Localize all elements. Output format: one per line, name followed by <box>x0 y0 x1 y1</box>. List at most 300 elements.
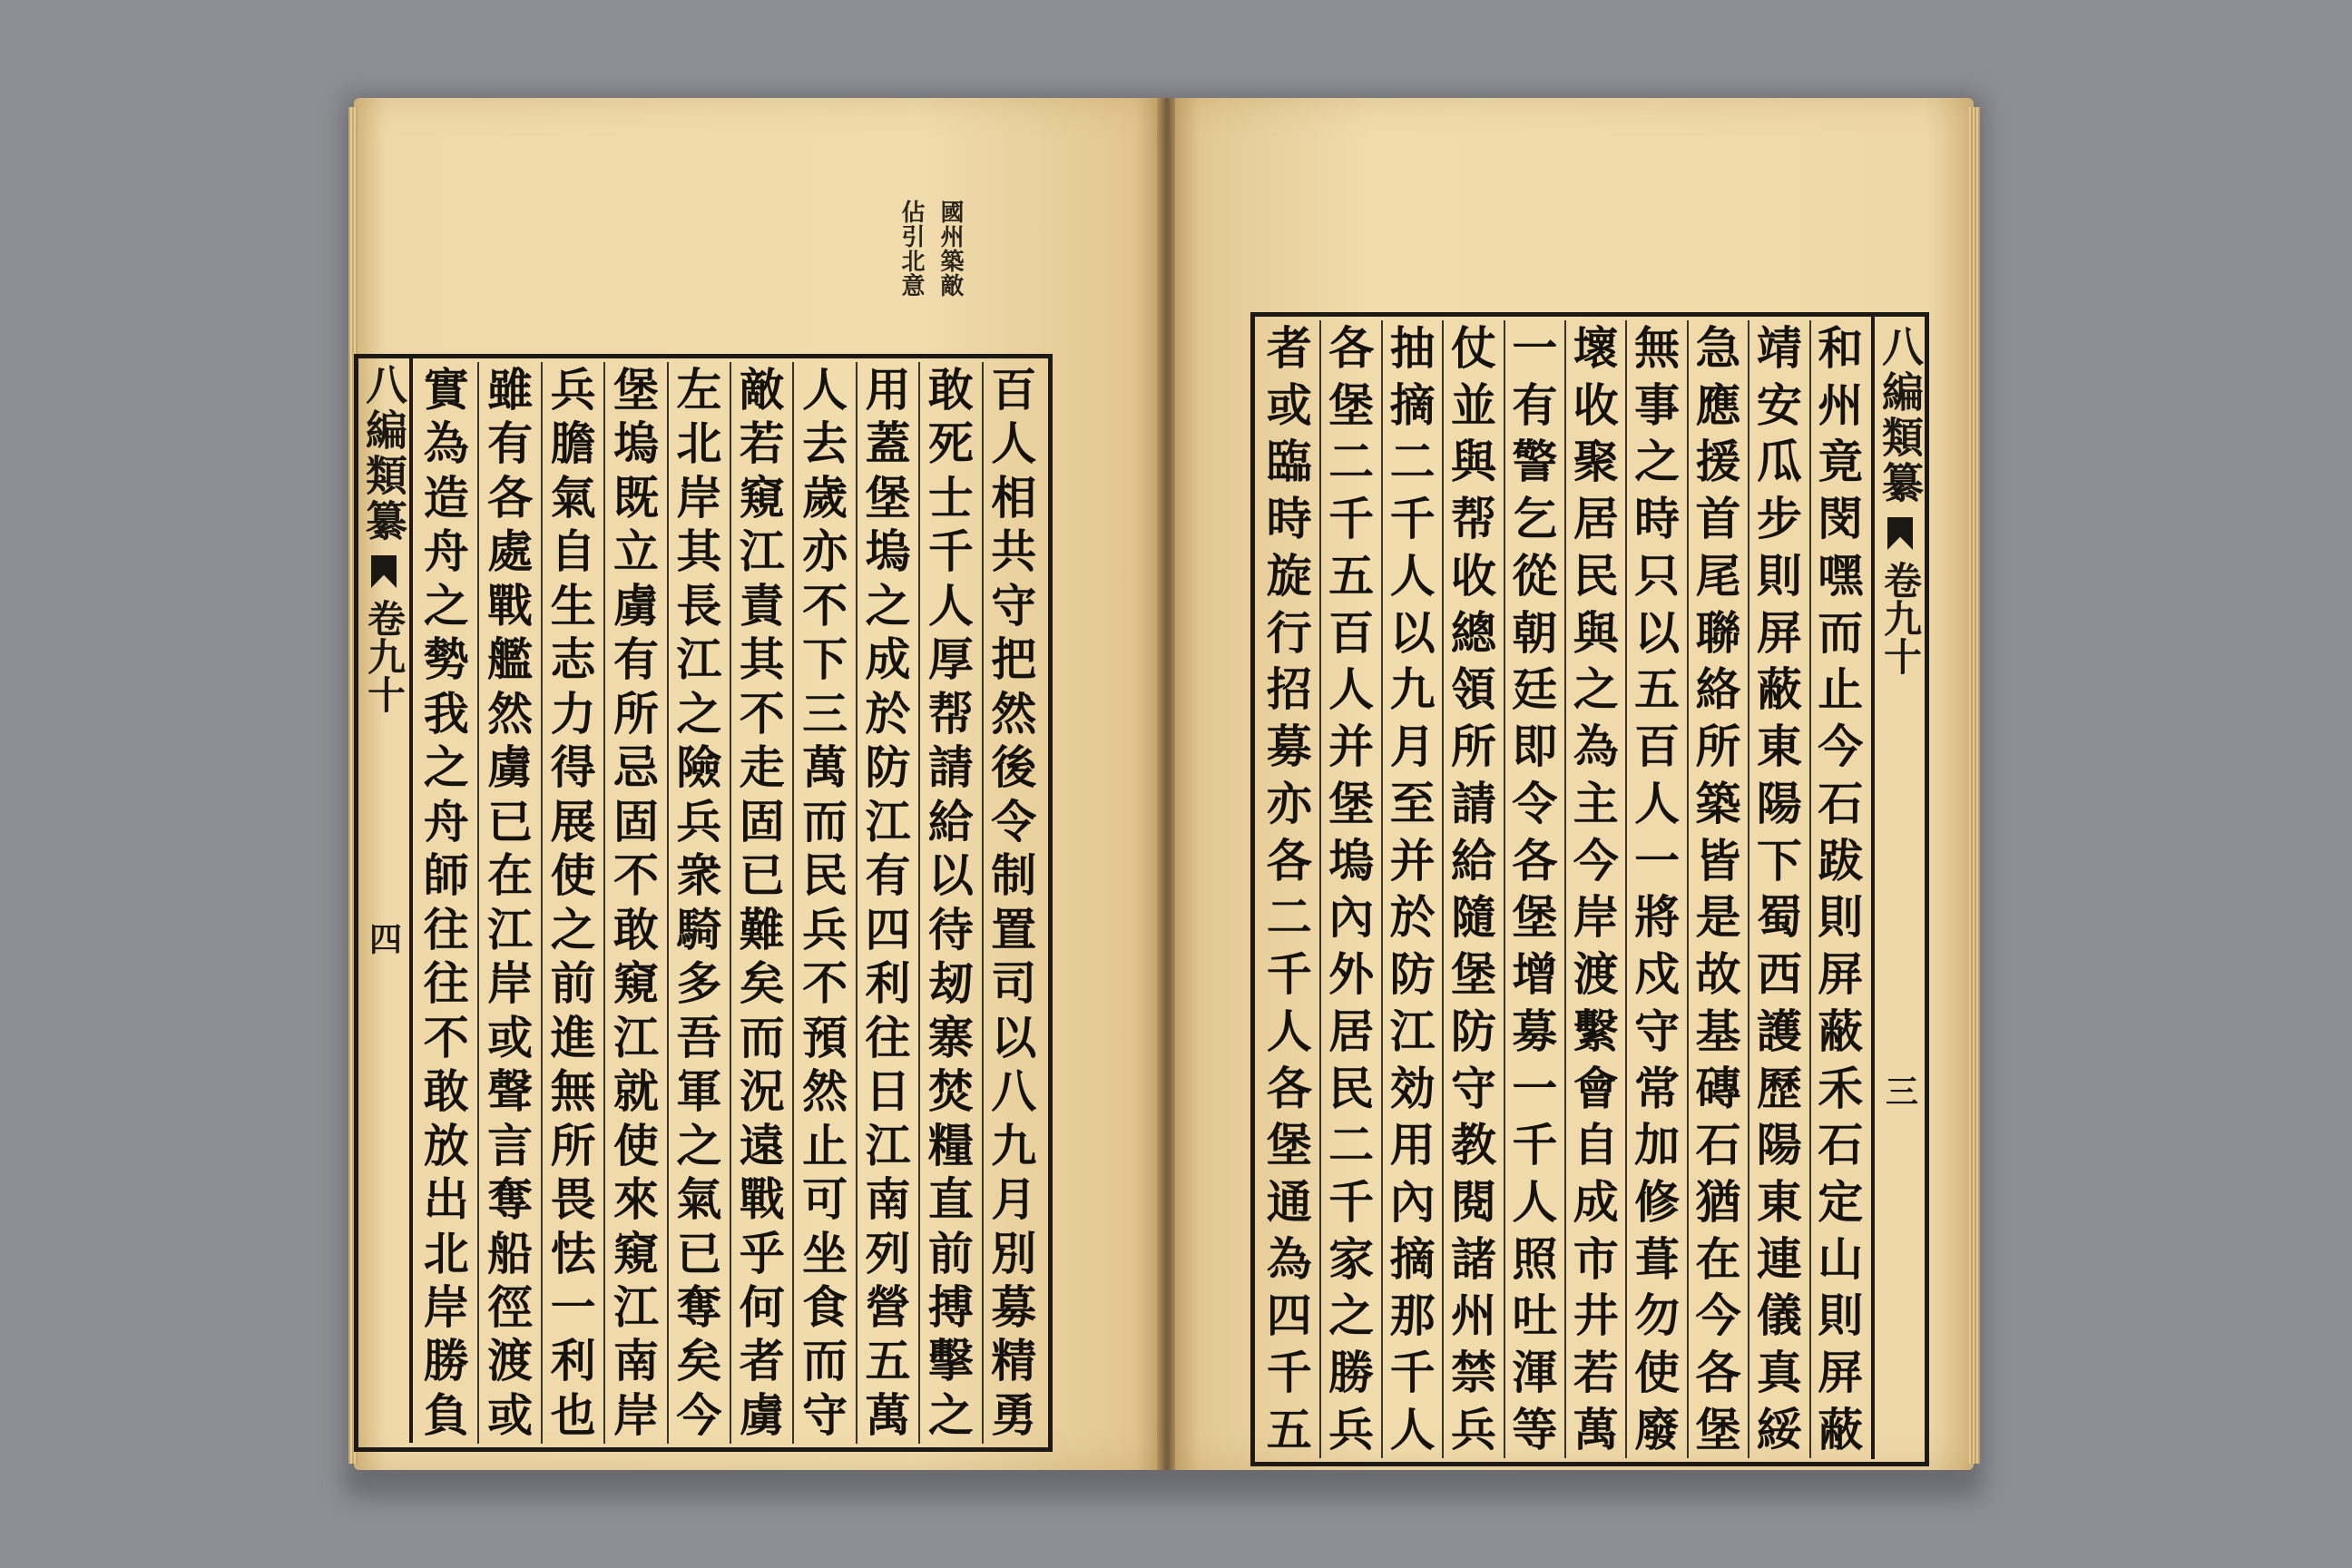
glyph: 警 <box>1512 435 1558 489</box>
glyph: 可 <box>802 1172 848 1227</box>
glyph: 共 <box>991 524 1037 579</box>
text-column <box>1319 320 1380 1458</box>
glyph: 今 <box>676 1387 722 1442</box>
glyph: 步 <box>1756 492 1802 546</box>
glyph: 自 <box>1573 1118 1619 1172</box>
glyph: 常 <box>1634 1061 1681 1115</box>
left-text-columns <box>415 362 1044 1444</box>
glyph: 絡 <box>1695 662 1741 717</box>
glyph: 臨 <box>1266 435 1312 489</box>
glyph: 擊 <box>927 1334 974 1388</box>
glyph: 蜀 <box>1756 890 1802 945</box>
margin-page-number: 三 <box>1880 1074 1919 1107</box>
glyph: 矣 <box>739 956 785 1011</box>
glyph: 若 <box>739 416 785 471</box>
glyph: 下 <box>1756 833 1802 887</box>
text-column <box>603 362 666 1444</box>
glyph: 既 <box>612 470 659 524</box>
glyph: 兵 <box>802 902 848 956</box>
glyph: 東 <box>1756 720 1802 774</box>
glyph: 至 <box>1389 776 1436 830</box>
glyph: 百 <box>1328 605 1375 660</box>
glyph: 首 <box>1695 492 1741 546</box>
glyph: 若 <box>1573 1346 1619 1400</box>
glyph: 忌 <box>612 740 659 795</box>
glyph: 以 <box>1389 605 1436 660</box>
glyph: 摘 <box>1389 377 1436 432</box>
glyph: 岸 <box>1573 890 1619 945</box>
glyph: 石 <box>1818 1118 1864 1172</box>
glyph: 將 <box>1634 890 1681 945</box>
glyph: 不 <box>739 686 785 740</box>
glyph: 人 <box>1328 662 1375 717</box>
glyph: 閱 <box>1450 1175 1496 1230</box>
glyph: 放 <box>423 1118 469 1172</box>
glyph: 募 <box>1266 720 1312 774</box>
glyph: 綏 <box>1756 1402 1802 1456</box>
text-column <box>1687 320 1748 1458</box>
glyph: 居 <box>1573 492 1619 546</box>
glyph: 利 <box>550 1334 596 1388</box>
glyph: 勿 <box>1634 1289 1681 1343</box>
glyph: 使 <box>550 848 596 903</box>
glyph: 搏 <box>927 1279 974 1334</box>
text-column <box>477 362 540 1444</box>
glyph: 之 <box>1573 662 1619 717</box>
text-column <box>1809 320 1870 1458</box>
glyph: 靖 <box>1756 321 1802 375</box>
glyph: 總 <box>1450 605 1496 660</box>
glyph: 待 <box>927 902 974 956</box>
glyph: 抽 <box>1389 321 1436 375</box>
glyph: 用 <box>1389 1118 1436 1172</box>
glyph: 屏 <box>1756 605 1802 660</box>
glyph: 往 <box>865 1010 911 1064</box>
glyph: 有 <box>1512 377 1558 432</box>
glyph: 岸 <box>676 470 722 524</box>
glyph: 勝 <box>1328 1346 1375 1400</box>
glyph: 招 <box>1266 662 1312 717</box>
glyph: 不 <box>802 578 848 632</box>
left-text-frame <box>354 354 1053 1452</box>
glyph: 月 <box>1389 720 1436 774</box>
glyph: 渾 <box>1512 1346 1558 1400</box>
glyph: 北 <box>423 1226 469 1280</box>
glyph: 州 <box>1450 1289 1496 1343</box>
glyph: 教 <box>1450 1118 1496 1172</box>
glyph: 已 <box>739 848 785 903</box>
glyph: 使 <box>612 1118 659 1172</box>
glyph: 歲 <box>802 470 848 524</box>
glyph: 仗 <box>1450 321 1496 375</box>
glyph: 敢 <box>423 1064 469 1119</box>
glyph: 成 <box>1573 1175 1619 1230</box>
glyph: 和 <box>1818 321 1864 375</box>
glyph: 之 <box>423 740 469 795</box>
glyph: 江 <box>612 1279 659 1334</box>
glyph: 虜 <box>739 1387 785 1442</box>
glyph: 從 <box>1512 548 1558 603</box>
glyph: 東 <box>1756 1175 1802 1230</box>
glyph: 敢 <box>927 363 974 416</box>
glyph: 為 <box>1266 1231 1312 1286</box>
glyph: 造 <box>423 470 469 524</box>
glyph: 騎 <box>676 902 722 956</box>
glyph: 進 <box>550 1010 596 1064</box>
glyph: 自 <box>550 524 596 579</box>
glyph: 禾 <box>1818 1061 1864 1115</box>
text-column <box>1625 320 1686 1458</box>
glyph: 塢 <box>1328 833 1375 887</box>
glyph: 江 <box>1389 1004 1436 1058</box>
glyph: 月 <box>991 1172 1037 1227</box>
glyph: 各 <box>1512 833 1558 887</box>
glyph: 五 <box>1328 548 1375 603</box>
glyph: 與 <box>1450 435 1496 489</box>
glyph: 八 <box>991 1064 1037 1119</box>
glyph: 真 <box>1756 1346 1802 1400</box>
glyph: 則 <box>1756 548 1802 603</box>
glyph: 況 <box>739 1064 785 1119</box>
glyph: 何 <box>739 1279 785 1334</box>
glyph: 帮 <box>927 686 974 740</box>
glyph: 築 <box>1695 776 1741 830</box>
glyph: 人 <box>1266 1004 1312 1058</box>
glyph: 人 <box>927 578 974 632</box>
glyph: 吐 <box>1512 1289 1558 1343</box>
glyph: 堡 <box>1695 1402 1741 1456</box>
glyph: 磚 <box>1695 1061 1741 1115</box>
glyph: 止 <box>1818 662 1864 717</box>
glyph: 江 <box>865 794 911 848</box>
glyph: 亦 <box>1266 776 1312 830</box>
glyph: 下 <box>802 632 848 687</box>
glyph: 山 <box>1818 1231 1864 1286</box>
glyph: 立 <box>612 524 659 579</box>
glyph: 在 <box>487 848 534 903</box>
glyph: 屏 <box>1818 1346 1864 1400</box>
glyph: 然 <box>487 686 534 740</box>
glyph: 二 <box>1266 890 1312 945</box>
glyph: 竟 <box>1818 435 1864 489</box>
glyph: 窺 <box>612 956 659 1011</box>
glyph: 師 <box>423 848 469 903</box>
open-book <box>354 98 1974 1477</box>
glyph: 并 <box>1328 720 1375 774</box>
glyph: 聯 <box>1695 605 1741 660</box>
glyph: 瓜 <box>1756 435 1802 489</box>
glyph: 連 <box>1756 1231 1802 1286</box>
glyph: 屏 <box>1818 947 1864 1002</box>
glyph: 朝 <box>1512 605 1558 660</box>
glyph: 收 <box>1573 377 1619 432</box>
glyph: 也 <box>550 1387 596 1442</box>
glyph: 令 <box>991 794 1037 848</box>
glyph: 蔽 <box>1756 662 1802 717</box>
glyph: 今 <box>1695 1289 1741 1343</box>
glyph: 之 <box>676 1118 722 1172</box>
glyph: 那 <box>1389 1289 1436 1343</box>
glyph: 則 <box>1818 890 1864 945</box>
glyph: 志 <box>550 632 596 687</box>
glyph: 石 <box>1818 776 1864 830</box>
glyph: 生 <box>550 578 596 632</box>
glyph: 護 <box>1756 1004 1802 1058</box>
glyph: 兵 <box>1328 1402 1375 1456</box>
glyph: 而 <box>802 794 848 848</box>
glyph: 守 <box>1450 1061 1496 1115</box>
glyph: 二 <box>1389 435 1436 489</box>
glyph: 用 <box>865 363 911 416</box>
glyph: 九 <box>1389 662 1436 717</box>
glyph: 千 <box>1512 1118 1558 1172</box>
glyph: 蔽 <box>1818 1402 1864 1456</box>
glyph: 遠 <box>739 1118 785 1172</box>
glyph: 堡 <box>612 363 659 416</box>
glyph: 堡 <box>1512 890 1558 945</box>
glyph: 堡 <box>1328 776 1375 830</box>
glyph: 一 <box>550 1279 596 1334</box>
glyph: 今 <box>1573 833 1619 887</box>
glyph: 往 <box>423 956 469 1011</box>
glyph: 勇 <box>991 1387 1037 1442</box>
glyph: 後 <box>991 740 1037 795</box>
glyph: 防 <box>865 740 911 795</box>
margin-volume: 卷九十 <box>1878 561 1923 675</box>
annotation-line: 佔引北意 <box>897 200 925 298</box>
glyph: 給 <box>1450 833 1496 887</box>
glyph: 各 <box>1695 1346 1741 1400</box>
glyph: 則 <box>1818 1289 1864 1343</box>
glyph: 責 <box>739 578 785 632</box>
glyph: 營 <box>865 1279 911 1334</box>
glyph: 給 <box>927 794 974 848</box>
glyph: 實 <box>423 363 469 416</box>
glyph: 置 <box>991 902 1037 956</box>
glyph: 千 <box>927 524 974 579</box>
glyph: 所 <box>612 686 659 740</box>
glyph: 防 <box>1389 947 1436 1002</box>
glyph: 千 <box>1389 492 1436 546</box>
glyph: 已 <box>487 794 534 848</box>
book-gutter <box>1157 98 1177 1470</box>
glyph: 左 <box>676 363 722 416</box>
glyph: 來 <box>612 1172 659 1227</box>
glyph: 窺 <box>612 1226 659 1280</box>
glyph: 募 <box>1512 1004 1558 1058</box>
glyph: 者 <box>1266 321 1312 375</box>
glyph: 一 <box>1634 833 1681 887</box>
glyph: 州 <box>1818 377 1864 432</box>
glyph: 得 <box>550 740 596 795</box>
glyph: 其 <box>739 632 785 687</box>
glyph: 使 <box>1634 1346 1681 1400</box>
glyph: 以 <box>991 1010 1037 1064</box>
glyph: 展 <box>550 794 596 848</box>
margin-book-title: 八編類纂 <box>359 363 408 544</box>
glyph: 力 <box>550 686 596 740</box>
glyph: 敵 <box>739 363 785 416</box>
glyph: 多 <box>676 956 722 1011</box>
glyph: 三 <box>802 686 848 740</box>
right-page-margin-label <box>1871 316 1926 1459</box>
glyph: 勢 <box>423 632 469 687</box>
glyph: 不 <box>423 1010 469 1064</box>
glyph: 而 <box>1818 605 1864 660</box>
glyph: 一 <box>1512 321 1558 375</box>
glyph: 各 <box>1266 1061 1312 1115</box>
glyph: 跋 <box>1818 833 1864 887</box>
text-column <box>856 362 918 1444</box>
glyph: 衆 <box>676 848 722 903</box>
glyph: 主 <box>1573 776 1619 830</box>
glyph: 去 <box>802 416 848 471</box>
glyph: 堡 <box>1328 377 1375 432</box>
glyph: 兵 <box>550 363 596 416</box>
glyph: 聲 <box>487 1064 534 1119</box>
glyph: 乎 <box>739 1226 785 1280</box>
glyph: 虜 <box>487 740 534 795</box>
glyph: 民 <box>1573 548 1619 603</box>
glyph: 而 <box>739 1010 785 1064</box>
glyph: 言 <box>487 1118 534 1172</box>
text-column <box>982 362 1044 1444</box>
glyph: 一 <box>1512 1061 1558 1115</box>
glyph: 然 <box>802 1064 848 1119</box>
glyph: 往 <box>423 902 469 956</box>
glyph: 前 <box>927 1226 974 1280</box>
glyph: 於 <box>1389 890 1436 945</box>
glyph: 日 <box>865 1064 911 1119</box>
glyph: 所 <box>550 1118 596 1172</box>
glyph: 事 <box>1634 377 1681 432</box>
glyph: 不 <box>802 956 848 1011</box>
glyph: 死 <box>927 416 974 471</box>
glyph: 行 <box>1266 605 1312 660</box>
glyph: 處 <box>487 524 534 579</box>
glyph: 九 <box>991 1118 1037 1172</box>
glyph: 渡 <box>1573 947 1619 1002</box>
text-column <box>918 362 981 1444</box>
glyph: 有 <box>487 416 534 471</box>
glyph: 安 <box>1756 377 1802 432</box>
glyph: 定 <box>1818 1175 1864 1230</box>
glyph: 前 <box>550 956 596 1011</box>
text-column <box>541 362 603 1444</box>
glyph: 列 <box>865 1226 911 1280</box>
glyph: 船 <box>487 1226 534 1280</box>
glyph: 以 <box>927 848 974 903</box>
text-column <box>415 362 477 1444</box>
glyph: 而 <box>802 1334 848 1388</box>
glyph: 虜 <box>612 578 659 632</box>
glyph: 請 <box>1450 776 1496 830</box>
glyph: 把 <box>991 632 1037 687</box>
glyph: 者 <box>739 1334 785 1388</box>
glyph: 摘 <box>1389 1231 1436 1286</box>
glyph: 今 <box>1818 720 1864 774</box>
glyph: 旋 <box>1266 548 1312 603</box>
glyph: 塢 <box>865 524 911 579</box>
glyph: 內 <box>1328 890 1375 945</box>
glyph: 廢 <box>1634 1402 1681 1456</box>
glyph: 嘿 <box>1818 548 1864 603</box>
glyph: 萬 <box>865 1387 911 1442</box>
glyph: 萬 <box>802 740 848 795</box>
glyph: 刼 <box>927 956 974 1011</box>
glyph: 猶 <box>1695 1175 1741 1230</box>
text-column <box>1504 320 1564 1458</box>
glyph: 為 <box>1573 720 1619 774</box>
glyph: 五 <box>1266 1402 1312 1456</box>
glyph: 徑 <box>487 1279 534 1334</box>
glyph: 之 <box>1634 435 1681 489</box>
text-column <box>1381 320 1442 1458</box>
glyph: 聚 <box>1573 435 1619 489</box>
glyph: 募 <box>991 1279 1037 1334</box>
glyph: 應 <box>1695 377 1741 432</box>
glyph: 百 <box>1634 720 1681 774</box>
glyph: 江 <box>676 632 722 687</box>
glyph: 人 <box>1389 548 1436 603</box>
glyph: 之 <box>676 686 722 740</box>
glyph: 守 <box>802 1387 848 1442</box>
glyph: 千 <box>1266 1346 1312 1400</box>
glyph: 陽 <box>1756 776 1802 830</box>
glyph: 艦 <box>487 632 534 687</box>
glyph: 尾 <box>1695 548 1741 603</box>
glyph: 勝 <box>423 1334 469 1388</box>
glyph: 岸 <box>612 1387 659 1442</box>
glyph: 就 <box>612 1064 659 1119</box>
glyph: 千 <box>1389 1346 1436 1400</box>
glyph: 或 <box>487 1010 534 1064</box>
glyph: 敢 <box>612 902 659 956</box>
glyph: 會 <box>1573 1061 1619 1115</box>
glyph: 壞 <box>1573 321 1619 375</box>
glyph: 固 <box>612 794 659 848</box>
glyph: 增 <box>1512 947 1558 1002</box>
glyph: 五 <box>865 1334 911 1388</box>
glyph: 隨 <box>1450 890 1496 945</box>
right-page-edges <box>1969 107 1980 1464</box>
glyph: 外 <box>1328 947 1375 1002</box>
text-column <box>1259 320 1319 1458</box>
glyph: 寨 <box>927 1010 974 1064</box>
glyph: 即 <box>1512 720 1558 774</box>
glyph: 岸 <box>423 1279 469 1334</box>
glyph: 為 <box>423 416 469 471</box>
glyph: 諸 <box>1450 1231 1496 1286</box>
glyph: 閔 <box>1818 492 1864 546</box>
glyph: 居 <box>1328 1004 1375 1058</box>
glyph: 守 <box>1634 1004 1681 1058</box>
glyph: 之 <box>423 578 469 632</box>
glyph: 然 <box>991 686 1037 740</box>
glyph: 令 <box>1512 776 1558 830</box>
glyph: 皆 <box>1695 833 1741 887</box>
margin-book-title: 八編類纂 <box>1876 325 1925 506</box>
glyph: 怯 <box>550 1226 596 1280</box>
glyph: 於 <box>865 686 911 740</box>
glyph: 走 <box>739 740 785 795</box>
glyph: 舟 <box>423 524 469 579</box>
glyph: 家 <box>1328 1231 1375 1286</box>
glyph: 是 <box>1695 890 1741 945</box>
glyph: 有 <box>865 848 911 903</box>
glyph: 通 <box>1266 1175 1312 1230</box>
text-column <box>667 362 730 1444</box>
